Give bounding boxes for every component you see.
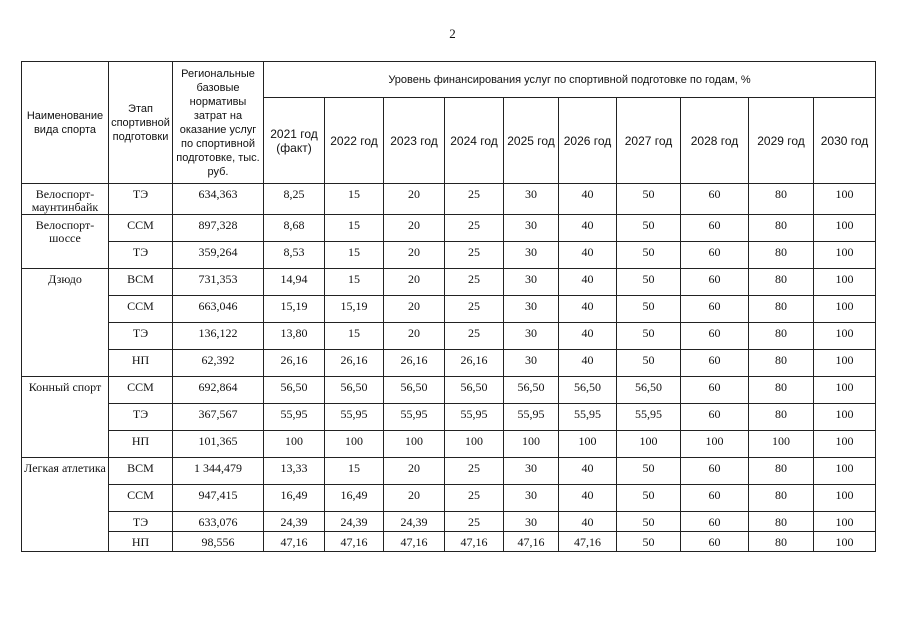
percent-cell: 60 xyxy=(681,242,749,269)
percent-cell: 40 xyxy=(559,350,617,377)
percent-cell: 13,80 xyxy=(264,323,325,350)
percent-cell: 40 xyxy=(559,242,617,269)
percent-cell: 47,16 xyxy=(504,532,559,552)
percent-cell: 100 xyxy=(681,431,749,458)
percent-cell: 30 xyxy=(504,269,559,296)
header-stage: Этап спортивной подготовки xyxy=(109,62,173,184)
percent-cell: 15,19 xyxy=(325,296,384,323)
percent-cell: 26,16 xyxy=(264,350,325,377)
header-year: 2022 год xyxy=(325,98,384,184)
percent-cell: 50 xyxy=(617,184,681,215)
stage-cell: ССМ xyxy=(109,215,173,242)
percent-cell: 55,95 xyxy=(325,404,384,431)
header-funding-level: Уровень финансирования услуг по спортивной подготовке по годам, % xyxy=(264,62,876,98)
percent-cell: 80 xyxy=(749,404,814,431)
percent-cell: 55,95 xyxy=(559,404,617,431)
percent-cell: 50 xyxy=(617,512,681,532)
percent-cell: 15 xyxy=(325,184,384,215)
norm-cell: 136,122 xyxy=(173,323,264,350)
stage-cell: ТЭ xyxy=(109,184,173,215)
stage-cell: ВСМ xyxy=(109,458,173,485)
percent-cell: 100 xyxy=(617,431,681,458)
sport-name-cell: Велоспорт-маунтинбайк xyxy=(22,184,109,215)
table-row xyxy=(22,512,876,532)
percent-cell: 50 xyxy=(617,532,681,552)
stage-cell: ТЭ xyxy=(109,404,173,431)
percent-cell: 25 xyxy=(445,269,504,296)
percent-cell: 55,95 xyxy=(264,404,325,431)
percent-cell: 56,50 xyxy=(617,377,681,404)
percent-cell: 55,95 xyxy=(445,404,504,431)
norm-cell: 897,328 xyxy=(173,215,264,242)
table-row xyxy=(22,323,876,350)
percent-cell: 50 xyxy=(617,458,681,485)
percent-cell: 16,49 xyxy=(325,485,384,512)
table-row xyxy=(22,532,876,552)
stage-cell: ТЭ xyxy=(109,323,173,350)
percent-cell: 56,50 xyxy=(325,377,384,404)
percent-cell: 30 xyxy=(504,242,559,269)
table-row xyxy=(22,431,876,458)
percent-cell: 56,50 xyxy=(384,377,445,404)
percent-cell: 60 xyxy=(681,296,749,323)
header-norm: Региональные базовые нормативы затрат на оказание услуг по спортивной подготовке, тыс. руб. xyxy=(173,62,264,184)
percent-cell: 24,39 xyxy=(325,512,384,532)
header-year: 2026 год xyxy=(559,98,617,184)
percent-cell: 30 xyxy=(504,350,559,377)
header-year: 2024 год xyxy=(445,98,504,184)
percent-cell: 30 xyxy=(504,184,559,215)
percent-cell: 40 xyxy=(559,215,617,242)
percent-cell: 100 xyxy=(814,323,876,350)
stage-cell: ВСМ xyxy=(109,269,173,296)
table-row xyxy=(22,242,876,269)
percent-cell: 30 xyxy=(504,485,559,512)
percent-cell: 47,16 xyxy=(325,532,384,552)
percent-cell: 30 xyxy=(504,296,559,323)
percent-cell: 80 xyxy=(749,377,814,404)
header-year: 2030 год xyxy=(814,98,876,184)
percent-cell: 60 xyxy=(681,269,749,296)
percent-cell: 20 xyxy=(384,215,445,242)
table-row xyxy=(22,350,876,377)
percent-cell: 100 xyxy=(749,431,814,458)
percent-cell: 60 xyxy=(681,215,749,242)
percent-cell: 40 xyxy=(559,512,617,532)
percent-cell: 24,39 xyxy=(384,512,445,532)
percent-cell: 40 xyxy=(559,323,617,350)
percent-cell: 25 xyxy=(445,215,504,242)
percent-cell: 100 xyxy=(264,431,325,458)
norm-cell: 98,556 xyxy=(173,532,264,552)
percent-cell: 16,49 xyxy=(264,485,325,512)
percent-cell: 40 xyxy=(559,269,617,296)
percent-cell: 50 xyxy=(617,485,681,512)
funding-table xyxy=(21,61,876,552)
percent-cell: 20 xyxy=(384,296,445,323)
percent-cell: 100 xyxy=(814,215,876,242)
percent-cell: 80 xyxy=(749,215,814,242)
percent-cell: 47,16 xyxy=(445,532,504,552)
percent-cell: 15 xyxy=(325,458,384,485)
percent-cell: 20 xyxy=(384,269,445,296)
stage-cell: ТЭ xyxy=(109,242,173,269)
percent-cell: 80 xyxy=(749,485,814,512)
percent-cell: 50 xyxy=(617,269,681,296)
table-row xyxy=(22,269,876,296)
percent-cell: 80 xyxy=(749,512,814,532)
table-body xyxy=(22,184,876,552)
percent-cell: 50 xyxy=(617,296,681,323)
percent-cell: 20 xyxy=(384,323,445,350)
percent-cell: 47,16 xyxy=(264,532,325,552)
header-sport: Наименование вида спорта xyxy=(22,62,109,184)
percent-cell: 100 xyxy=(325,431,384,458)
percent-cell: 25 xyxy=(445,485,504,512)
percent-cell: 30 xyxy=(504,512,559,532)
percent-cell: 80 xyxy=(749,532,814,552)
percent-cell: 60 xyxy=(681,377,749,404)
stage-cell: ССМ xyxy=(109,377,173,404)
percent-cell: 15 xyxy=(325,269,384,296)
stage-cell: ССМ xyxy=(109,296,173,323)
percent-cell: 60 xyxy=(681,458,749,485)
percent-cell: 30 xyxy=(504,458,559,485)
sport-name-cell: Конный спорт xyxy=(22,377,109,458)
percent-cell: 50 xyxy=(617,323,681,350)
norm-cell: 633,076 xyxy=(173,512,264,532)
percent-cell: 100 xyxy=(814,184,876,215)
percent-cell: 100 xyxy=(814,377,876,404)
percent-cell: 56,50 xyxy=(504,377,559,404)
percent-cell: 100 xyxy=(445,431,504,458)
norm-cell: 634,363 xyxy=(173,184,264,215)
norm-cell: 1 344,479 xyxy=(173,458,264,485)
header-year: 2028 год xyxy=(681,98,749,184)
percent-cell: 13,33 xyxy=(264,458,325,485)
percent-cell: 56,50 xyxy=(445,377,504,404)
norm-cell: 731,353 xyxy=(173,269,264,296)
percent-cell: 60 xyxy=(681,350,749,377)
norm-cell: 663,046 xyxy=(173,296,264,323)
percent-cell: 100 xyxy=(814,350,876,377)
percent-cell: 20 xyxy=(384,458,445,485)
table-row xyxy=(22,184,876,215)
percent-cell: 20 xyxy=(384,184,445,215)
header-year: 2023 год xyxy=(384,98,445,184)
percent-cell: 60 xyxy=(681,184,749,215)
stage-cell: НП xyxy=(109,350,173,377)
norm-cell: 62,392 xyxy=(173,350,264,377)
sport-name-cell: Велоспорт-шоссе xyxy=(22,215,109,269)
norm-cell: 359,264 xyxy=(173,242,264,269)
percent-cell: 25 xyxy=(445,242,504,269)
percent-cell: 25 xyxy=(445,458,504,485)
percent-cell: 100 xyxy=(504,431,559,458)
table-row xyxy=(22,404,876,431)
percent-cell: 30 xyxy=(504,323,559,350)
percent-cell: 30 xyxy=(504,215,559,242)
percent-cell: 100 xyxy=(814,404,876,431)
percent-cell: 56,50 xyxy=(264,377,325,404)
header-year: 2025 год xyxy=(504,98,559,184)
percent-cell: 55,95 xyxy=(504,404,559,431)
percent-cell: 100 xyxy=(814,485,876,512)
percent-cell: 50 xyxy=(617,242,681,269)
percent-cell: 100 xyxy=(384,431,445,458)
percent-cell: 40 xyxy=(559,184,617,215)
percent-cell: 50 xyxy=(617,215,681,242)
percent-cell: 60 xyxy=(681,512,749,532)
sport-name-cell: Легкая атлетика xyxy=(22,458,109,552)
percent-cell: 100 xyxy=(814,532,876,552)
percent-cell: 80 xyxy=(749,323,814,350)
percent-cell: 100 xyxy=(814,458,876,485)
percent-cell: 40 xyxy=(559,485,617,512)
percent-cell: 14,94 xyxy=(264,269,325,296)
percent-cell: 20 xyxy=(384,242,445,269)
table-row xyxy=(22,377,876,404)
percent-cell: 60 xyxy=(681,532,749,552)
percent-cell: 80 xyxy=(749,269,814,296)
header-year: 2027 год xyxy=(617,98,681,184)
percent-cell: 25 xyxy=(445,323,504,350)
percent-cell: 25 xyxy=(445,296,504,323)
table-row xyxy=(22,458,876,485)
percent-cell: 15,19 xyxy=(264,296,325,323)
percent-cell: 100 xyxy=(814,242,876,269)
percent-cell: 26,16 xyxy=(445,350,504,377)
percent-cell: 24,39 xyxy=(264,512,325,532)
percent-cell: 25 xyxy=(445,184,504,215)
stage-cell: НП xyxy=(109,532,173,552)
page-number: 2 xyxy=(449,26,456,41)
percent-cell: 80 xyxy=(749,296,814,323)
percent-cell: 56,50 xyxy=(559,377,617,404)
percent-cell: 15 xyxy=(325,242,384,269)
percent-cell: 100 xyxy=(559,431,617,458)
percent-cell: 60 xyxy=(681,404,749,431)
sport-name-cell: Дзюдо xyxy=(22,269,109,377)
percent-cell: 80 xyxy=(749,350,814,377)
percent-cell: 20 xyxy=(384,485,445,512)
percent-cell: 40 xyxy=(559,458,617,485)
percent-cell: 100 xyxy=(814,431,876,458)
percent-cell: 15 xyxy=(325,215,384,242)
percent-cell: 80 xyxy=(749,184,814,215)
percent-cell: 40 xyxy=(559,296,617,323)
percent-cell: 8,25 xyxy=(264,184,325,215)
table-row xyxy=(22,296,876,323)
header-year: 2029 год xyxy=(749,98,814,184)
percent-cell: 80 xyxy=(749,458,814,485)
norm-cell: 947,415 xyxy=(173,485,264,512)
percent-cell: 26,16 xyxy=(325,350,384,377)
stage-cell: НП xyxy=(109,431,173,458)
stage-cell: ТЭ xyxy=(109,512,173,532)
percent-cell: 100 xyxy=(814,512,876,532)
percent-cell: 8,68 xyxy=(264,215,325,242)
percent-cell: 15 xyxy=(325,323,384,350)
table-row xyxy=(22,215,876,242)
percent-cell: 26,16 xyxy=(384,350,445,377)
percent-cell: 100 xyxy=(814,269,876,296)
percent-cell: 25 xyxy=(445,512,504,532)
percent-cell: 60 xyxy=(681,323,749,350)
percent-cell: 80 xyxy=(749,242,814,269)
percent-cell: 60 xyxy=(681,485,749,512)
norm-cell: 101,365 xyxy=(173,431,264,458)
percent-cell: 47,16 xyxy=(559,532,617,552)
percent-cell: 47,16 xyxy=(384,532,445,552)
table-row xyxy=(22,485,876,512)
percent-cell: 55,95 xyxy=(617,404,681,431)
percent-cell: 50 xyxy=(617,350,681,377)
percent-cell: 100 xyxy=(814,296,876,323)
percent-cell: 8,53 xyxy=(264,242,325,269)
norm-cell: 367,567 xyxy=(173,404,264,431)
header-year: 2021 год (факт) xyxy=(264,98,325,184)
norm-cell: 692,864 xyxy=(173,377,264,404)
stage-cell: ССМ xyxy=(109,485,173,512)
percent-cell: 55,95 xyxy=(384,404,445,431)
